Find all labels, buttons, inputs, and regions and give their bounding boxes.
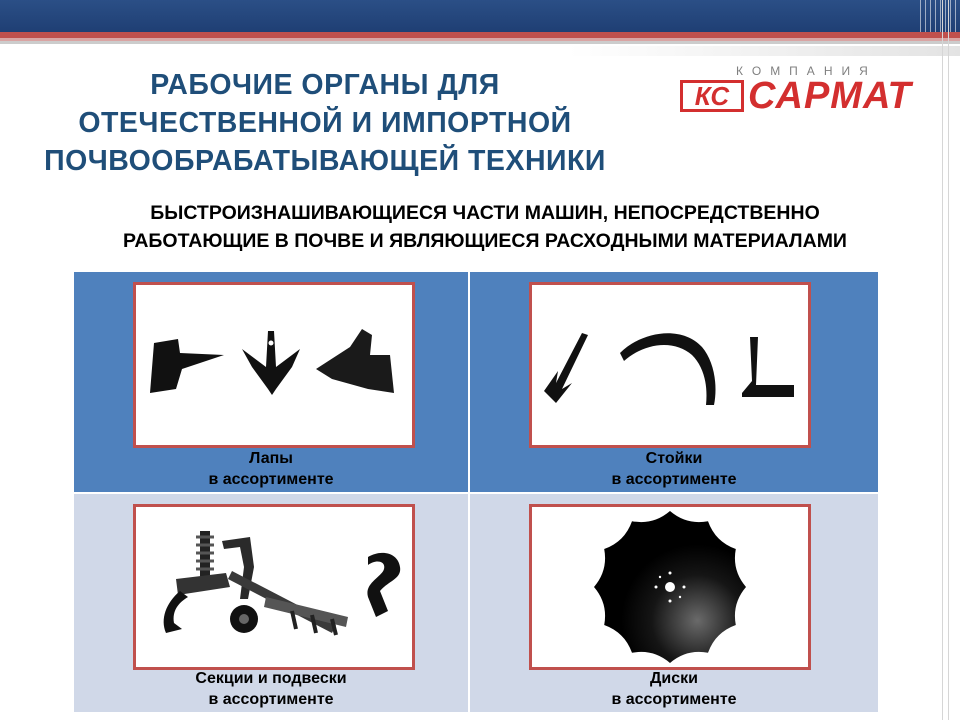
decor-vline xyxy=(948,0,949,720)
logo-company-label: КОМПАНИЯ xyxy=(736,64,877,78)
sweeps-illustration xyxy=(136,285,412,445)
page-title xyxy=(20,66,630,180)
disc-illustration xyxy=(532,507,808,667)
product-name: Лапы xyxy=(249,450,293,467)
product-note: в ассортименте xyxy=(611,691,737,708)
title-line: ПОЧВООБРАБАТЫВАЮЩЕЙ ТЕХНИКИ xyxy=(44,145,606,177)
harrow-disc-image xyxy=(529,504,811,670)
product-note: в ассортименте xyxy=(208,471,334,488)
sections-suspensions-image xyxy=(133,504,415,670)
product-name: Секции и подвески xyxy=(195,670,347,687)
cultivator-sweeps-image xyxy=(133,282,415,448)
subtitle-line: РАБОТАЮЩИЕ В ПОЧВЕ И ЯВЛЯЮЩИЕСЯ РАСХОДНЫМИ МАТЕРИАЛАМИ xyxy=(123,230,847,252)
page-subtitle xyxy=(20,199,950,255)
sections-illustration xyxy=(136,507,412,667)
product-caption xyxy=(74,668,468,710)
product-cell-shanks xyxy=(470,272,878,492)
product-cell-sections xyxy=(74,494,468,712)
product-name: Диски xyxy=(650,670,698,687)
subtitle-line: БЫСТРОИЗНАШИВАЮЩИЕСЯ ЧАСТИ МАШИН, НЕПОСРЕДСТВЕННО xyxy=(150,202,820,224)
cultivator-shanks-image xyxy=(529,282,811,448)
banner-lines xyxy=(920,0,960,32)
product-note: в ассортименте xyxy=(208,691,334,708)
gray-stripe xyxy=(0,41,960,44)
shanks-illustration xyxy=(532,285,808,445)
product-caption xyxy=(74,448,468,490)
top-banner xyxy=(0,0,960,32)
decor-vline xyxy=(942,0,943,720)
product-caption xyxy=(470,668,878,710)
product-grid xyxy=(74,272,878,712)
product-note: в ассортименте xyxy=(611,471,737,488)
fade-line xyxy=(568,46,960,56)
logo-wordmark: САРМАТ xyxy=(748,75,912,117)
company-logo xyxy=(678,64,928,117)
title-line: РАБОЧИЕ ОРГАНЫ ДЛЯ xyxy=(150,69,500,101)
title-line: ОТЕЧЕСТВЕННОЙ И ИМПОРТНОЙ xyxy=(78,107,572,139)
product-cell-discs xyxy=(470,494,878,712)
product-caption xyxy=(470,448,878,490)
product-name: Стойки xyxy=(645,450,703,467)
logo-ks-mark: КС xyxy=(680,80,744,112)
product-cell-sweeps xyxy=(74,272,468,492)
